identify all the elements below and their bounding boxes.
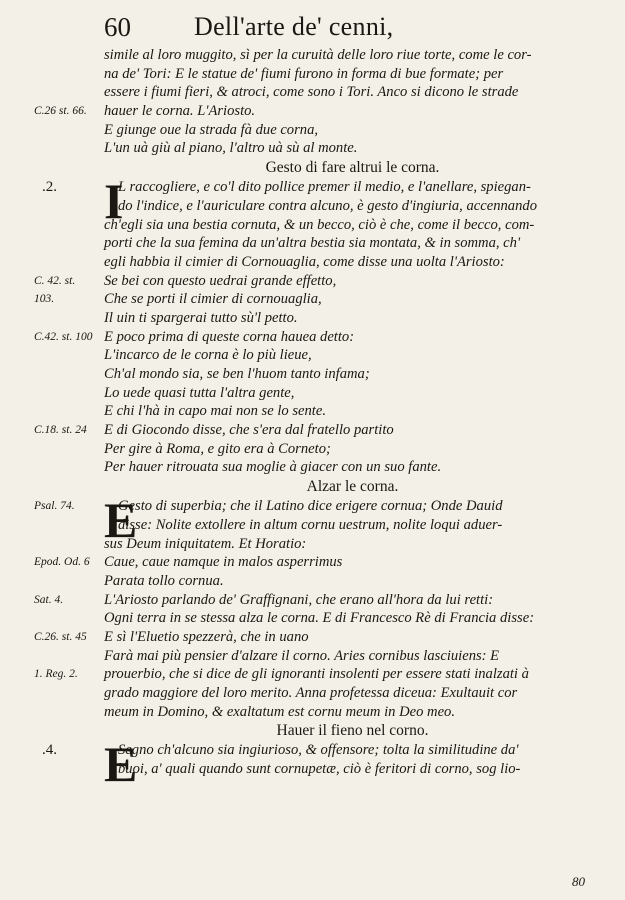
text-line: disse: Nolite extollere in altum cornu uestrum, nolite loqui aduer-	[118, 516, 503, 533]
text-line: simile al loro muggito, sì per la curuità delle loro riue torte, come le cor-	[104, 47, 532, 63]
margin-note: C. 42. st.	[34, 274, 76, 287]
running-title: Dell'arte de' cenni,	[194, 12, 394, 41]
verse-line: L'incarco de le corna è lo più lieue,	[104, 347, 312, 364]
drop-cap: I	[104, 173, 124, 230]
section-number: .4.	[42, 742, 57, 759]
margin-note: Epod. Od. 6	[34, 556, 90, 569]
text-line: C.26 st. 66. hauer le corna. L'Ariosto.	[34, 103, 256, 120]
text-line: egli habbia il cimier di Cornouaglia, come disse una uolta l'Ariosto:	[104, 253, 505, 270]
text-line: essere i fiumi fieri, & atroci, come sono i Tori. Anco si dicono le strade	[104, 84, 519, 101]
text-line: Psal. 74. E Gesto di superbia; che il Latino dice erigere cornua; Onde Dauid	[34, 492, 503, 549]
verse-line: Farà mai più pensier d'alzare il corno. Aries cornibus lasciuiens: E	[104, 647, 500, 664]
margin-note: C.26 st. 66.	[34, 105, 87, 118]
text-line: 1. Reg. 2. prouerbio, che si dice de gli ignoranti insolenti per essere stati inalzati à	[34, 666, 529, 683]
verse-line: 103. Che se porti il cimier di cornouaglia,	[34, 291, 322, 308]
section-number: .2.	[42, 179, 57, 196]
verse-line: Il uin ti spargerai tutto sù'l petto.	[104, 309, 298, 326]
section-heading: Hauer il fieno nel corno.	[276, 722, 429, 740]
body-text	[0, 46, 625, 793]
text-line: .2. I L raccogliere, e co'l dito pollice premer il medio, e l'anellare, spiegan-	[42, 173, 531, 230]
text-line: buoi, a' quali quando sunt cornupetæ, ciò è feritori di corno, sog lio-	[118, 761, 521, 778]
verse-line: Ogni terra in se stessa alza le corna. E di Francesco Rè di Francia disse:	[104, 610, 535, 627]
text-line: C.42. st. 100 E poco prima di queste corna hauea detto:	[34, 328, 355, 345]
margin-note: 103.	[34, 293, 55, 306]
text-line: ch'egli sia una bestia cornuta, & un becco, ciò è che, come il becco, com-	[104, 216, 535, 233]
margin-note: Sat. 4.	[34, 593, 64, 606]
text-line: grado maggiore del loro merito. Anna profetessa diceua: Exultauit cor	[104, 685, 518, 701]
catchword: 80	[572, 874, 585, 889]
verse-line: L'un uà giù al piano, l'altro uà sù al monte.	[104, 140, 358, 157]
page-header	[0, 10, 625, 44]
verse-line: E chi l'hà in capo mai non se lo sente.	[104, 403, 326, 420]
verse-line: Epod. Od. 6 Caue, caue namque in malos asperrimus	[34, 554, 343, 571]
margin-note: 1. Reg. 2.	[34, 668, 78, 681]
drop-cap: E	[104, 492, 138, 549]
margin-note: C.18. st. 24	[34, 424, 87, 437]
margin-note: C.42. st. 100	[34, 330, 93, 343]
section-heading: Alzar le corna.	[306, 478, 399, 496]
text-line: Sat. 4. L'Ariosto parlando de' Graffignani, che erano all'hora da lui retti:	[34, 591, 494, 608]
margin-note: Psal. 74.	[34, 500, 75, 513]
verse-line: E giunge oue la strada fà due corna,	[104, 121, 319, 138]
drop-cap: E	[104, 736, 138, 793]
margin-note: C.26. st. 45	[34, 630, 87, 643]
verse-line: Per hauer ritrouata sua moglie à giacer con un suo fante.	[104, 459, 442, 476]
text-line: C.18. st. 24 E di Giocondo disse, che s'era dal fratello partito	[34, 422, 394, 439]
verse-line: Parata tollo cornua.	[104, 572, 224, 589]
verse-line: C. 42. st. Se bei con questo uedrai grande effetto,	[34, 272, 337, 289]
verse-line: Ch'al mondo sia, se ben l'huom tanto infama;	[104, 366, 370, 382]
verse-line: C.26. st. 45 E sì l'Eluetio spezzerà, che in uano	[34, 628, 309, 645]
text-line: na de' Tori: E le statue de' fiumi furono in forma di bue formate; per	[104, 65, 504, 82]
text-line: .4. E Segno ch'alcuno sia ingiurioso, & offensore; tolta la similitudine da'	[42, 736, 519, 793]
text-line: do l'indice, e l'auriculare contra alcuno, è gesto d'ingiuria, accennando	[118, 197, 537, 214]
section-heading: Gesto di fare altrui le corna.	[265, 159, 440, 177]
page-number: 60	[104, 12, 131, 42]
text-line: sus Deum iniquitatem. Et Horatio:	[104, 535, 307, 552]
text-line: porti che la sua femina da un'altra bestia sia montata, & in somma, ch'	[104, 235, 521, 252]
verse-line: Lo uede quasi tutta l'altra gente,	[104, 384, 295, 401]
verse-line: Per gire à Roma, e gito era à Corneto;	[104, 440, 331, 457]
text-line: meum in Domino, & exaltatum est cornu meum in Deo meo.	[104, 703, 455, 720]
